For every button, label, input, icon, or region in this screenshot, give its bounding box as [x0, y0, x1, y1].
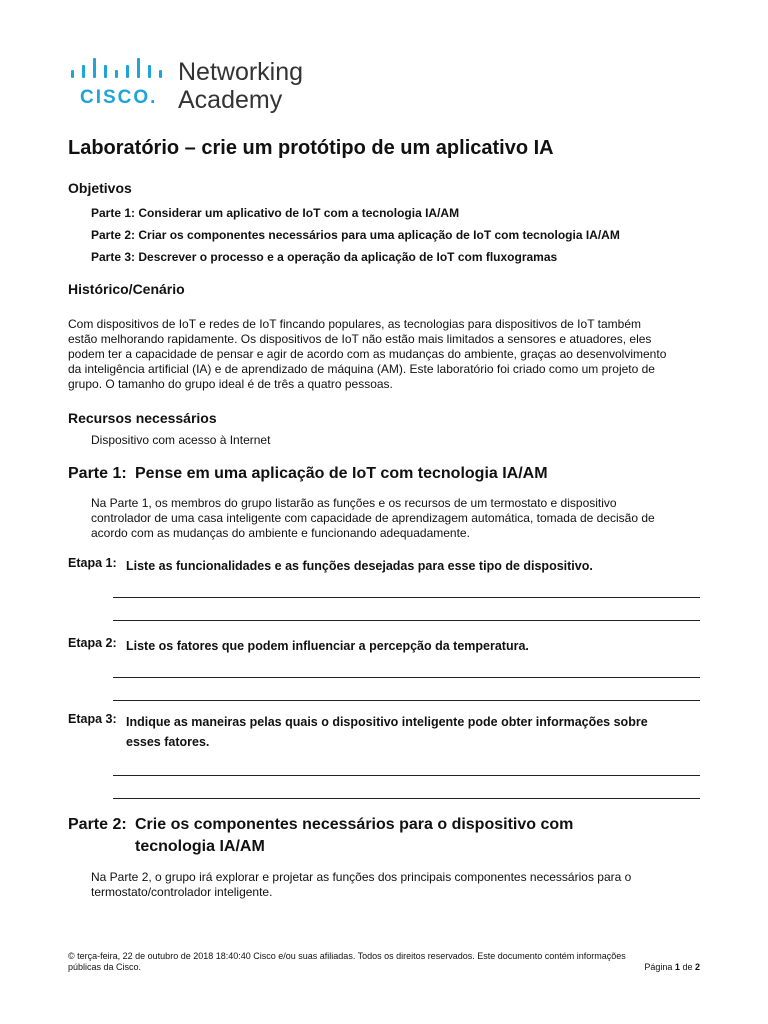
objetivo-item: Parte 1: Considerar um aplicativo de IoT com a tecnologia IA/AM — [91, 206, 460, 220]
answer-line — [113, 677, 700, 678]
paragraph-line: acordo com as mudanças do ambiente e funcionando adequadamente. — [91, 526, 470, 540]
copyright-line: públicas da Cisco. — [68, 962, 142, 972]
cisco-networking-academy-logo — [71, 58, 331, 116]
paragraph-line: da inteligência artificial (IA) e de aprendizado de máquina (AM). Este laboratório foi criado como um projeto de — [68, 362, 655, 376]
objetivos-heading: Objetivos — [68, 180, 132, 196]
objetivo-item: Parte 2: Criar os componentes necessários para uma aplicação de IoT com tecnologia IA/AM — [91, 228, 620, 242]
etapa1-label: Etapa 1: — [68, 556, 117, 570]
etapa1-text: Liste as funcionalidades e as funções desejadas para esse tipo de dispositivo. — [126, 559, 593, 573]
brand-line-1: Networking — [178, 58, 304, 86]
recursos-heading: Recursos necessários — [68, 410, 217, 426]
parte1-paragraph — [91, 496, 708, 541]
paragraph-line: Na Parte 1, os membros do grupo listarão as funções e os recursos de um termostato e dispositivo — [91, 496, 617, 510]
copyright-line: © terça-feira, 22 de outubro de 2018 18:40:40 Cisco e/ou suas afiliadas. Todos os direitos reservados. Este documento contém informações — [68, 951, 626, 961]
page-prefix: Página — [644, 962, 673, 972]
page-footer — [68, 951, 700, 973]
answer-line — [113, 620, 700, 621]
paragraph-line: Na Parte 2, o grupo irá explorar e projetar as funções dos principais componentes necessários para o — [91, 870, 632, 884]
parte2-title: Crie os componentes necessários para o dispositivo com tecnologia IA/AM — [135, 816, 574, 855]
paragraph-line: Com dispositivos de IoT e redes de IoT fincando populares, as tecnologias para dispositivos de IoT também — [68, 317, 641, 331]
paragraph-line: controlador de uma casa inteligente com capacidade de aprendizagem automática, tomada de decisão de — [91, 511, 655, 525]
page-current: 1 — [674, 962, 680, 972]
etapa2-label: Etapa 2: — [68, 636, 117, 650]
cisco-bars-icon — [71, 58, 169, 78]
paragraph-line: estão melhorando rapidamente. Os dispositivos de IoT não estão mais limitados a sensores e atuadores, eles — [68, 332, 652, 346]
paragraph-line: podem ter a capacidade de pensar e agir de acordo com as mudanças do ambiente, graças ao desenvolvimento — [68, 347, 667, 361]
answer-line — [113, 700, 700, 701]
document-title: Laboratório – crie um protótipo de um aplicativo IA — [68, 137, 554, 159]
answer-line — [113, 798, 700, 799]
historico-paragraph — [68, 317, 708, 392]
answer-line — [113, 775, 700, 776]
parte1-title: Pense em uma aplicação de IoT com tecnologia IA/AM — [135, 465, 548, 482]
cisco-wordmark: CISCO. — [80, 87, 158, 108]
brand-name — [178, 58, 303, 114]
page-total: 2 — [694, 962, 700, 972]
etapa3-label: Etapa 3: — [68, 712, 117, 726]
parte2-paragraph — [91, 870, 708, 900]
parte2-label: Parte 2: — [68, 816, 127, 833]
objetivo-item: Parte 3: Descrever o processo e a operação da aplicação de IoT com fluxogramas — [91, 250, 558, 264]
brand-line-2: Academy — [178, 86, 283, 114]
parte1-label: Parte 1: — [68, 465, 127, 482]
etapa3-text: Indique as maneiras pelas quais o dispositivo inteligente pode obter informações sobre esses fatores. — [126, 715, 648, 749]
page-number — [644, 962, 700, 973]
paragraph-line: termostato/controlador inteligente. — [91, 885, 273, 899]
parte1-heading — [68, 465, 548, 483]
page-mid: de — [682, 962, 693, 972]
parte2-heading — [68, 814, 574, 855]
historico-heading: Histórico/Cenário — [68, 281, 185, 297]
etapa2-text: Liste os fatores que podem influenciar a percepção da temperatura. — [126, 639, 529, 653]
paragraph-line: grupo. O tamanho do grupo ideal é de três a quatro pessoas. — [68, 377, 393, 391]
answer-line — [113, 597, 700, 598]
recurso-item: Dispositivo com acesso à Internet — [91, 433, 271, 447]
